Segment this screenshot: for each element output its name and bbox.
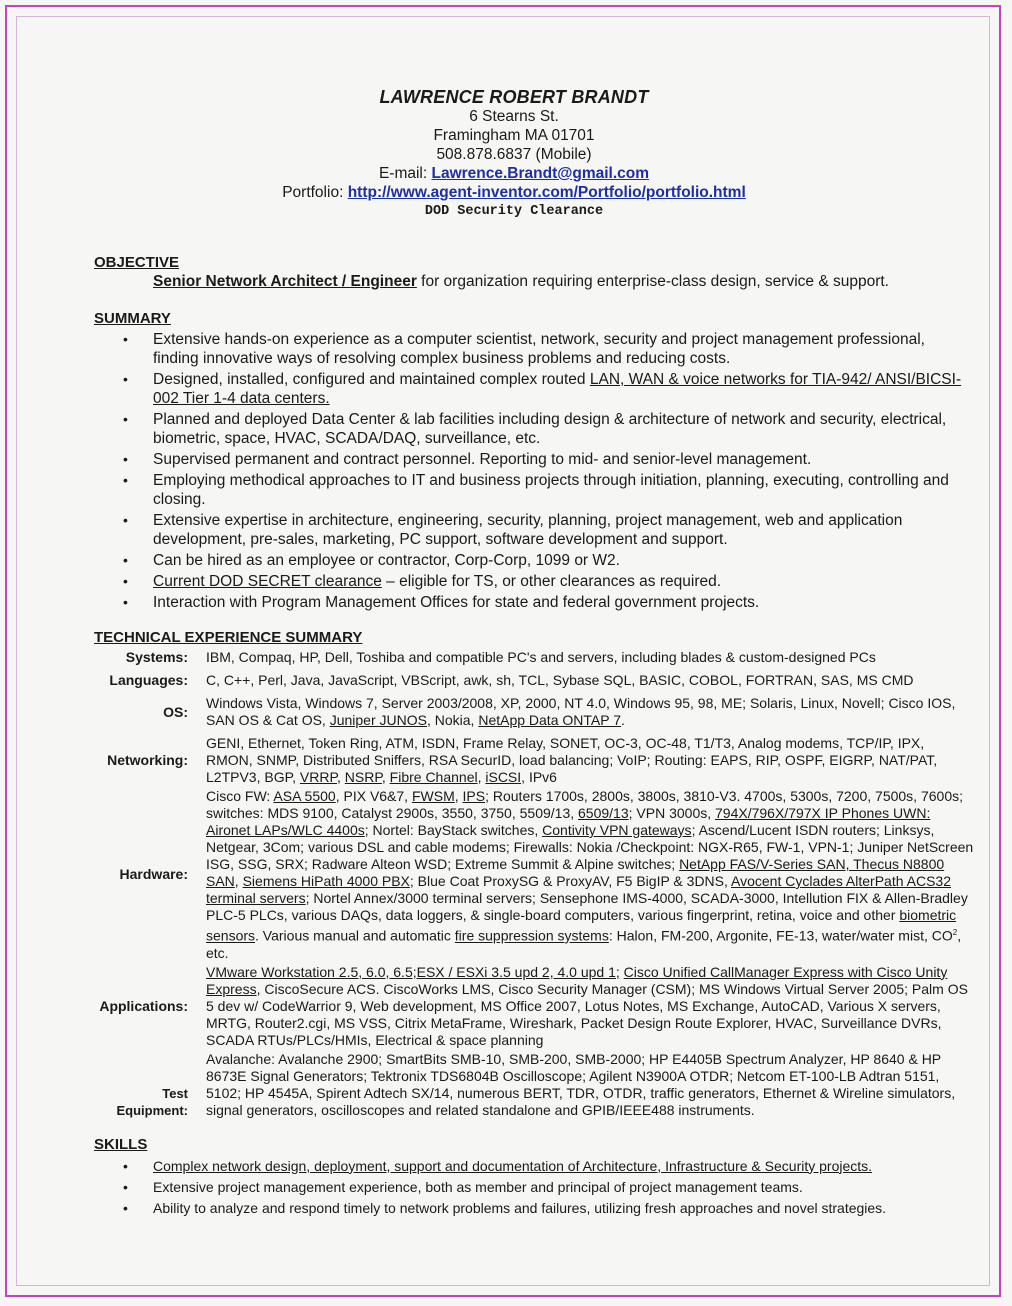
list-item: • Can be hired as an employee or contractor, Corp-Corp, 1099 or W2. — [123, 552, 620, 569]
objective-heading: OBJECTIVE — [94, 254, 180, 271]
bullet-icon: • — [123, 371, 128, 387]
bullet-icon: • — [123, 573, 128, 589]
hardware-value: Cisco FW: ASA 5500, PIX V6&7, FWSM, IPS; Routers 1700s, 2800s, 3800s, 3810-V3. 4700s, 5300s, 7200, 7500s, 7600s; switches: MDS 9100, Catalyst 2900s, 3550, 3750, 5509/13, 6509/13; VPN 3000s, 794X/796X/797X IP Phones UWN: Aironet LAPs/WLC 4400s; Nortel: BayStack switches, Contivity VPN gateways; Ascend/Lucent ISDN routers; Linksys, Netgear, 3Com; various DSL and cable modems; Firewalls: Nokia /Checkpoint: NGX-R65, FW-1, VPN-1; Juniper NetScreen ISG, SSG, SRX; Radware Alteon WSD; Extreme Summit & Alpine switches; NetApp FAS/V-Series SAN, Thecus N8800 SAN, Siemens HiPath 4000 PBX; Blue Coat ProxySG & ProxyAV, F5 BigIP & 3DNS, Avocent Cyclades AlterPath ACS32 terminal servers; Nortel Annex/3000 terminal servers; Sensephone IMS-4000, SCADA-3000, Intellution FIX & Allen-Bradley PLC-5 PLCs, various DAQs, data loggers, & single-board computers, various fingerprint, retina, voice and other biometric sensors. Various manual and automatic fire suppression systems: Halon, FM-200, Argonite, FE-13, water/water mist, $CO^2$, etc. — [206, 788, 974, 961]
hardware-row — [94, 788, 974, 962]
test-equipment-label: Test Equipment: — [116, 1085, 188, 1118]
candidate-name: LAWRENCE ROBERT BRANDT — [379, 87, 649, 107]
email-label: E-mail: — [378, 165, 428, 182]
objective-description: for organization requiring enterprise-class design, service & support. — [416, 273, 889, 290]
resume-header — [34, 88, 994, 221]
portfolio-link[interactable]: http://www.agent-inventor.com/Portfolio/portfolio.html — [347, 184, 746, 201]
objective-text — [94, 272, 974, 291]
networking-row — [94, 735, 974, 786]
list-item: • Planned and deployed Data Center & lab facilities including design & architecture of network and security, electrical, biometric, space, HVAC, SCADA/DAQ, surveillance, etc. — [123, 411, 947, 447]
languages-label: Languages: — [109, 672, 188, 688]
systems-row — [94, 649, 974, 666]
bullet-icon: • — [123, 594, 128, 610]
networking-value: GENI, Ethernet, Token Ring, ATM, ISDN, Frame Relay, SONET, OC-3, OC-48, T1/T3, Analog modems, TCP/IP, IPX, RMON, SNMP, Distributed Sniffers, RSA SecurID, load balancing; VoIP; Routing: EAPS, RIP, OSPF, EIGRP, NAT/PAT, L2TPV3, BGP, VRRP, NSRP, Fibre Channel, iSCSI, IPv6 — [206, 735, 938, 785]
list-item: • Extensive project management experience, both as member and principal of project management teams. — [123, 1178, 803, 1195]
objective-role: Senior Network Architect / Engineer — [153, 273, 417, 290]
hardware-label: Hardware: — [119, 866, 188, 883]
list-item: • Extensive hands-on experience as a computer scientist, network, security and project management professional, finding innovative ways of resolving complex business problems and reducing costs. — [123, 331, 925, 367]
bullet-icon: • — [123, 512, 128, 528]
os-label: OS: — [163, 703, 188, 720]
email-line — [34, 164, 994, 183]
technical-table — [94, 649, 974, 1119]
list-item: • Supervised permanent and contract personnel. Reporting to mid- and senior-level management. — [123, 451, 812, 468]
applications-value: VMware Workstation 2.5, 6.0, 6.5;ESX / ESXi 3.5 upd 2, 4.0 upd 1; Cisco Unified CallManager Express with Cisco Unity Express, CiscoSecure ACS. CiscoWorks LMS, Cisco Security Manager (CSM); MS Windows Virtual Server 2005; Palm OS 5 dev w/ CodeWarrior 9, Web development, MS Office 2007, Lotus Notes, MS Exchange, AutoCAD, Various X servers, MRTG, Router2.cgi, MS VSS, Citrix MetaFrame, Wireshark, Packet Design Route Explorer, HVAC, Surveillance DVRs, SCADA RTUs/PLCs/HMIs, Electrical & space planning — [206, 963, 968, 1048]
summary-list — [94, 330, 974, 612]
list-item: • Extensive expertise in architecture, engineering, security, planning, project management, web and application development, pre-sales, marketing, PC support, software development and support. — [123, 512, 903, 548]
test-equipment-value: Avalanche: Avalanche 2900; SmartBits SMB-10, SMB-200, SMB-2000; HP E4405B Spectrum Analyzer, HP 8640 & HP 8673E Signal Generators; Tektronix TDS6804B Oscilloscope; Agilent N3900A OTDR; Netcom ET-100-LB Adtran 5151, 5102; HP 4545A, Spirent Adtech SX/14, numerous BERT, TDR, OTDR, traffic generators, Ethernet & Wireline simulators, signal generators, oscilloscopes and related standalone and GPIB/IEEE488 instruments. — [206, 1050, 956, 1118]
os-value: Windows Vista, Windows 7, Server 2003/2008, XP, 2000, NT 4.0, Windows 95, 98, ME; Solaris, Linux, Novell; Cisco IOS, SAN OS & Cat OS, Juniper JUNOS, Nokia, NetApp Data ONTAP 7. — [206, 695, 956, 728]
list-item: • Current DOD SECRET clearance – eligible for TS, or other clearances as required. — [123, 573, 722, 590]
summary-heading: SUMMARY — [94, 310, 171, 327]
bullet-icon: • — [123, 411, 128, 427]
skills-heading: SKILLS — [94, 1135, 148, 1153]
bullet-icon: • — [123, 1157, 128, 1174]
applications-label: Applications: — [99, 997, 188, 1014]
bullet-icon: • — [123, 331, 128, 347]
systems-value: IBM, Compaq, HP, Dell, Toshiba and compatible PC's and servers, including blades & custom-designed PCs — [206, 649, 876, 665]
bullet-icon: • — [123, 1199, 128, 1216]
skills-list — [94, 1156, 974, 1218]
phone-number: 508.878.6837 (Mobile) — [436, 146, 592, 163]
bullet-icon: • — [123, 472, 128, 488]
test-equipment-row — [94, 1051, 974, 1119]
bullet-icon: • — [123, 451, 128, 467]
email-link[interactable]: Lawrence.Brandt@gmail.com — [431, 165, 650, 182]
list-item: • Designed, installed, configured and maintained complex routed LAN, WAN & voice networks for TIA-942/ ANSI/BICSI-002 Tier 1-4 data centers. — [123, 371, 962, 407]
languages-row — [94, 672, 974, 689]
applications-row — [94, 964, 974, 1049]
list-item: • Complex network design, deployment, support and documentation of Architecture, Infrastructure & Security projects. — [123, 1157, 873, 1174]
os-row — [94, 695, 974, 729]
street-address: 6 Stearns St. — [469, 108, 559, 125]
bullet-icon: • — [123, 1178, 128, 1195]
clearance-line: DOD Security Clearance — [424, 204, 604, 219]
list-item: • Ability to analyze and respond timely to network problems and failures, utilizing fresh approaches and novel strategies. — [123, 1199, 887, 1216]
technical-heading: TECHNICAL EXPERIENCE SUMMARY — [94, 629, 363, 646]
bullet-icon: • — [123, 552, 128, 568]
systems-label: Systems: — [125, 649, 188, 665]
resume-document — [94, 88, 974, 1219]
portfolio-label: Portfolio: — [282, 184, 344, 201]
networking-label: Networking: — [107, 752, 188, 768]
city-address: Framingham MA 01701 — [433, 127, 595, 144]
languages-value: C, C++, Perl, Java, JavaScript, VBScript, awk, sh, TCL, Sybase SQL, BASIC, COBOL, FORTRAN, SAS, MS CMD — [206, 672, 914, 688]
list-item: • Interaction with Program Management Offices for state and federal government projects. — [123, 594, 760, 611]
list-item: • Employing methodical approaches to IT and business projects through initiation, planning, executing, controlling and closing. — [123, 472, 949, 508]
portfolio-line — [34, 183, 994, 202]
